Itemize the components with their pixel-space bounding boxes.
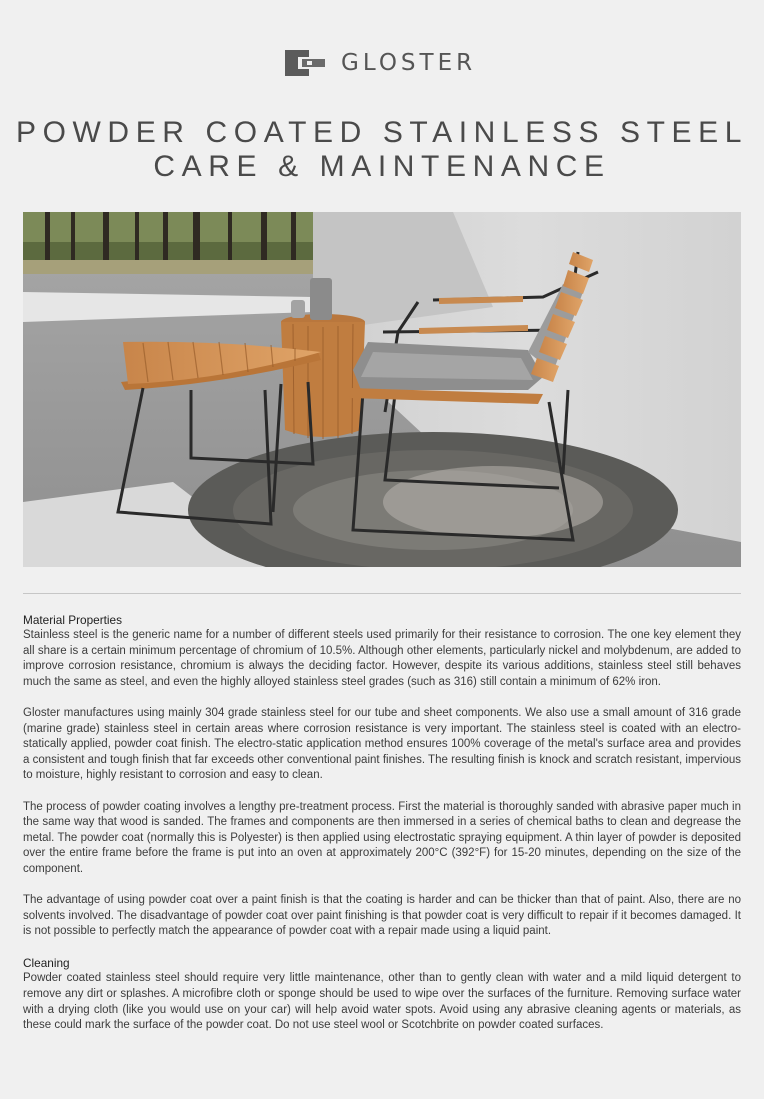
paragraph: Powder coated stainless steel should require very little maintenance, other than to gently clean with water and a mild liquid detergent to remove any dirt or splashes. A microfibre cloth or sponge should be used to wipe over the surfaces of the furniture. Removing surface water with a drying cloth (like you would use on your car) will help avoid water spots. Avoid using any abrasive cleaning agents or materials, as these could mark the surface of the powder coat. Do not use steel wool or Scotchbrite on powder coated surfaces. bbox=[23, 972, 741, 1032]
section-heading-cleaning: Cleaning bbox=[23, 956, 70, 971]
page-title bbox=[0, 116, 764, 184]
title-line-2: CARE & MAINTENANCE bbox=[153, 150, 611, 183]
hero-photo bbox=[23, 212, 741, 567]
section-divider bbox=[23, 593, 741, 594]
title-line-1: POWDER COATED STAINLESS STEEL bbox=[15, 116, 749, 149]
paragraph: Gloster manufactures using mainly 304 grade stainless steel for our tube and sheet components. We also use a small amount of 316 grade (marine grade) stainless steel in certain areas where corrosion resistance is very important. The stainless steel is coated with an electro-statically applied, powder coat finish. The electro-static application method ensures 100% coverage of the metal's surface area and provides a consistent and tough finish that far exceeds other conventional paint finishes. The resulting finish is knock and scratch resistant, impervious to moisture, highly resistant to corrosion and easy to clean. bbox=[23, 706, 741, 782]
brand-name: GLOSTER bbox=[341, 50, 477, 76]
paragraph: Stainless steel is the generic name for a number of different steels used primarily for their resistance to corrosion. The one key element they all share is a certain minimum percentage of chromium of 10.5%. Although other elements, particularly nickel and molybdenum, are added to improve corrosion resistance, chromium is always the deciding factor. However, despite its various additions, stainless steel still behaves much the same as steel, and even the highly alloyed stainless steel grades (such as 316) still contain a minimum of 62% iron. bbox=[23, 629, 741, 688]
hero-illustration bbox=[23, 212, 741, 567]
gloster-logo-icon bbox=[285, 50, 325, 76]
body-content bbox=[23, 612, 741, 1034]
paragraph: The process of powder coating involves a lengthy pre-treatment process. First the material is thoroughly sanded with abrasive paper much in the same way that wood is sanded. The frames and components are then immersed in a series of chemical baths to clean and degrease the metal. The powder coat (normally this is Polyester) is then applied using electrostatic spraying equipment. A thin layer of powder is deposited over the entire frame before the frame is put into an oven at approximately 200°C (392°F) for 15-20 minutes, depending on the size of the component. bbox=[23, 800, 741, 875]
brand-logo bbox=[285, 50, 476, 76]
paragraph: The advantage of using powder coat over a paint finish is that the coating is harder and can be thicker than that of paint. Also, there are no solvents involved. The disadvantage of powder coat over paint finishing is that powder coat is very difficult to repair if it becomes damaged. It is not possible to perfectly match the appearance of powder coat with a repair made using a liquid paint. bbox=[23, 894, 741, 938]
section-heading-material-properties: Material Properties bbox=[23, 613, 123, 627]
